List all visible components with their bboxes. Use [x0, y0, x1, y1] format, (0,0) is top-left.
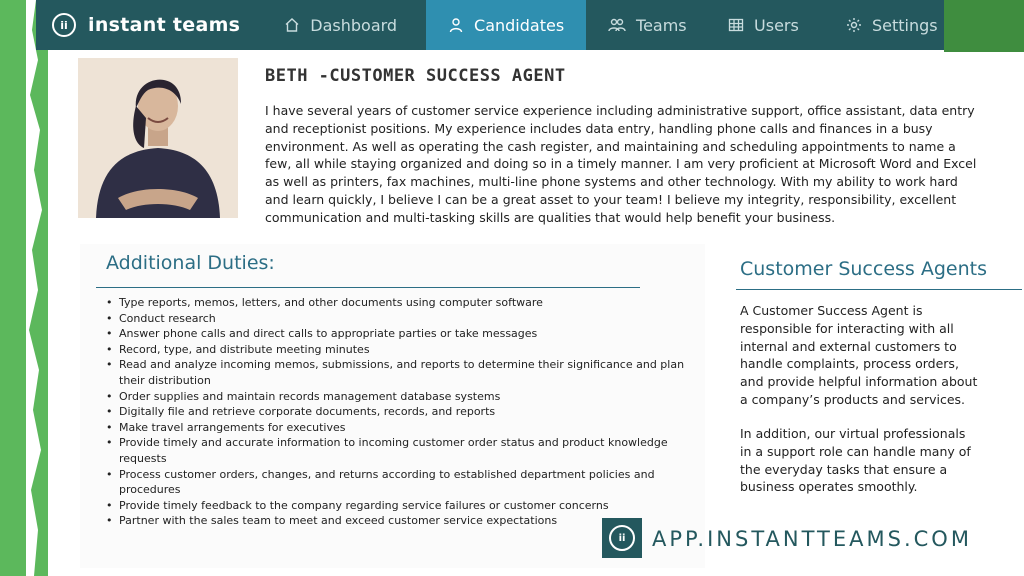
- candidate-bio: I have several years of customer service experience including administrative support, office assistant, data entry and receptionist positions. My experience includes data entry, handling phone calls and finances in a busy environment. As well as operating the cash register, and maintaining and scheduling appointments to name a few, all while staying organized and doing so in a timely manner. I am very proficient at Microsoft Word and Excel as well as printers, fax machines, multi-line phone systems and other technology. With my ability to work hard and learn quickly, I believe I can be a great asset to your team! I believe my integrity, responsibility, excellent communication and multi-tasking skills are qualities that would help benefit your business.: [265, 103, 977, 225]
- duties-heading: Additional Duties:: [106, 252, 275, 274]
- list-item: • Make travel arrangements for executives: [106, 420, 696, 436]
- corner-decoration: [944, 0, 1024, 52]
- nav-item-label: Settings: [872, 15, 938, 35]
- brand-name: instant teams: [88, 14, 241, 36]
- nav-item-users[interactable]: [706, 0, 824, 50]
- csa-heading: Customer Success Agents: [740, 258, 987, 280]
- nav-item-label: Users: [754, 15, 799, 35]
- duties-divider: [96, 287, 640, 288]
- footer-url-link[interactable]: APP.INSTANTTEAMS.COM: [652, 527, 972, 551]
- csa-divider: [736, 289, 1022, 290]
- team-icon: [608, 17, 626, 33]
- list-item: • Provide timely feedback to the company regarding service failures or customer concerns: [106, 498, 696, 514]
- nav-item-label: Teams: [636, 15, 687, 35]
- list-item: • Digitally file and retrieve corporate documents, records, and reports: [106, 404, 696, 420]
- csa-description-extra: In addition, our virtual professionals in a support role can handle many of the everyday tasks that ensure a business operates smoothly.: [740, 426, 971, 495]
- gear-icon: [846, 17, 862, 33]
- list-item: • Order supplies and maintain records management database systems: [106, 389, 696, 405]
- nav-item-dashboard[interactable]: [262, 0, 426, 50]
- footer-logo-glyph: ii: [609, 525, 635, 551]
- top-navigation-bar: [36, 0, 944, 50]
- nav-item-label: Candidates: [474, 15, 565, 35]
- candidate-photo: [78, 58, 238, 218]
- list-item: • Process customer orders, changes, and returns according to established department policies and procedures: [106, 467, 696, 498]
- list-item: • Record, type, and distribute meeting minutes: [106, 342, 696, 358]
- green-border-decoration: [0, 0, 48, 576]
- list-item: • Partner with the sales team to meet and exceed customer service expectations: [106, 513, 696, 529]
- grid-icon: [728, 17, 744, 33]
- duties-list: [106, 295, 696, 529]
- home-icon: [284, 17, 300, 33]
- list-item: • Conduct research: [106, 311, 696, 327]
- brand-logo-icon: ii: [52, 13, 76, 37]
- csa-description: A Customer Success Agent is responsible for interacting with all internal and external customers to handle complaints, process orders, and provide helpful information about a company’s products and services.: [740, 303, 978, 407]
- list-item: • Read and analyze incoming memos, submissions, and reports to determine their significance and plan their distribution: [106, 357, 696, 388]
- list-item: • Provide timely and accurate information to incoming customer order status and product knowledge requests: [106, 435, 696, 466]
- nav-item-candidates[interactable]: [426, 0, 586, 50]
- footer-logo-icon: [602, 518, 642, 558]
- list-item: • Answer phone calls and direct calls to appropriate parties or take messages: [106, 326, 696, 342]
- brand[interactable]: [36, 13, 262, 37]
- user-icon: [448, 17, 464, 33]
- candidate-title: BETH -CUSTOMER SUCCESS AGENT: [265, 66, 566, 86]
- nav-item-label: Dashboard: [310, 15, 398, 35]
- list-item: • Type reports, memos, letters, and other documents using computer software: [106, 295, 696, 311]
- nav-item-teams[interactable]: [586, 0, 706, 50]
- nav-item-settings[interactable]: [824, 0, 944, 50]
